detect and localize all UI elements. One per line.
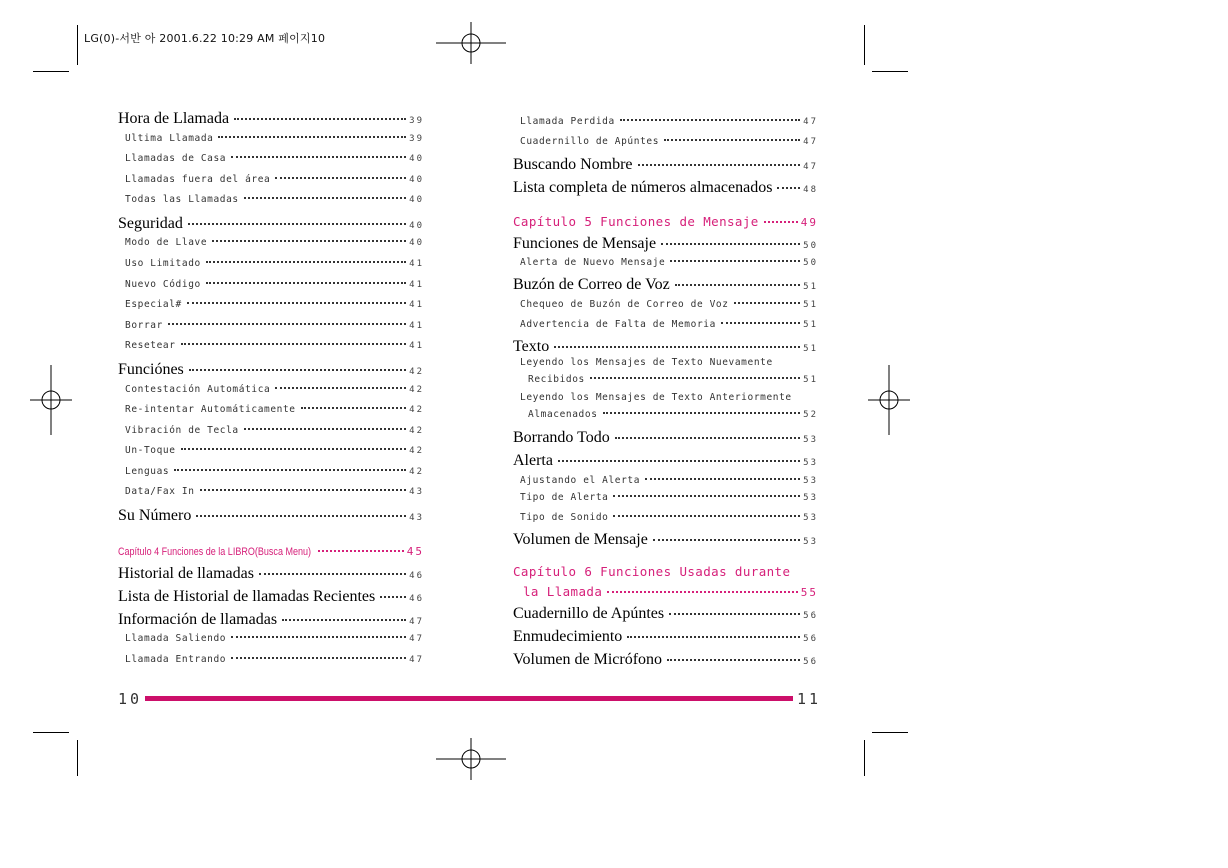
toc-entry — [125, 463, 424, 477]
toc-entry-title: Capítulo 4 Funciones de la LIBRO(Busca Menu) — [118, 546, 312, 558]
toc-entry-page: 53 — [803, 537, 818, 547]
dot-leader — [196, 503, 406, 517]
toc-entry-title: Llamadas fuera del área — [125, 174, 271, 185]
toc-entry-page: 45 — [406, 545, 424, 558]
toc-entry-page: 42 — [409, 467, 424, 477]
toc-entry-page: 51 — [803, 344, 818, 354]
dot-leader — [181, 334, 407, 345]
toc-entry — [520, 296, 818, 310]
crop-mark-bottom-left-h — [33, 732, 69, 733]
toc-entry — [125, 130, 424, 144]
dot-leader — [638, 152, 801, 166]
toc-entry-page: 51 — [803, 282, 818, 292]
toc-entry-page: 43 — [409, 513, 424, 523]
toc-entry — [513, 275, 818, 294]
dot-leader — [380, 584, 406, 598]
toc-entry-title: Capítulo 6 Funciones Usadas durante — [513, 564, 791, 579]
toc-entry — [528, 406, 818, 420]
dot-leader — [275, 168, 406, 179]
dot-leader — [181, 439, 407, 450]
toc-entry-page: 47 — [409, 655, 424, 665]
toc-entry-page: 53 — [803, 458, 818, 468]
toc-entry — [118, 109, 424, 128]
toc-entry-page: 41 — [409, 321, 424, 331]
toc-entry-page: 40 — [409, 221, 424, 231]
crop-mark-top-left-v — [77, 25, 78, 65]
dot-leader — [231, 627, 406, 638]
toc-entry — [125, 276, 424, 290]
toc-entry-page: 41 — [409, 259, 424, 269]
toc-entry — [513, 451, 818, 470]
toc-entry-title: Advertencia de Falta de Memoria — [520, 319, 716, 330]
toc-entry — [125, 381, 424, 395]
toc-entry — [513, 627, 818, 646]
dot-leader — [174, 460, 406, 471]
toc-entry-page: 41 — [409, 300, 424, 310]
toc-entry — [118, 587, 424, 606]
registration-mark-top — [436, 22, 506, 64]
crop-mark-top-right-v — [864, 25, 865, 65]
toc-entry-page: 42 — [409, 446, 424, 456]
toc-entry-title: Cuadernillo de Apúntes — [520, 136, 660, 147]
toc-entry-title: Información de llamadas — [118, 611, 278, 628]
toc-entry-page: 51 — [803, 375, 818, 385]
toc-entry-page: 53 — [803, 435, 818, 445]
toc-entry-page: 46 — [409, 594, 424, 604]
print-slug: LG(0)-서반 아 2001.6.22 10:29 AM 페이지10 — [84, 32, 326, 45]
toc-entry — [528, 371, 818, 385]
dot-leader — [558, 448, 800, 462]
toc-right-column — [513, 0, 818, 690]
dot-leader — [212, 231, 406, 242]
toc-chapter-heading — [513, 212, 818, 229]
toc-entry-page: 47 — [803, 162, 818, 172]
dot-leader — [590, 368, 800, 379]
toc-entry-title: Chequeo de Buzón de Correo de Voz — [520, 299, 729, 310]
toc-entry-title: Lista completa de números almacenados — [513, 179, 773, 196]
toc-entry — [520, 316, 818, 330]
toc-entry-title: Alerta — [513, 452, 553, 469]
dot-leader — [244, 419, 406, 430]
toc-entry-title: Lista de Historial de llamadas Recientes — [118, 588, 376, 605]
toc-entry — [125, 317, 424, 331]
toc-entry — [523, 582, 818, 599]
toc-entry-page: 46 — [409, 571, 424, 581]
crop-mark-bottom-right-v — [864, 740, 865, 776]
toc-entry-title: Lenguas — [125, 466, 170, 477]
toc-entry-page: 40 — [409, 195, 424, 205]
toc-entry-page: 43 — [409, 487, 424, 497]
toc-entry-page: 51 — [803, 320, 818, 330]
toc-entry-page: 53 — [803, 493, 818, 503]
toc-entry-title: Resetear — [125, 340, 176, 351]
toc-entry-title: Cuadernillo de Apúntes — [513, 605, 665, 622]
toc-entry-page: 41 — [409, 280, 424, 290]
dot-leader — [675, 272, 800, 286]
toc-entry-title: Tipo de Sonido — [520, 512, 609, 523]
dot-leader — [187, 293, 406, 304]
toc-entry-title: Ajustando el Alerta — [520, 475, 641, 486]
toc-entry-page: 47 — [803, 137, 818, 147]
toc-entry — [118, 564, 424, 583]
toc-entry-page: 53 — [803, 513, 818, 523]
toc-entry-title: Vibración de Tecla — [125, 425, 239, 436]
toc-entry — [125, 422, 424, 436]
toc-entry-title: Tipo de Alerta — [520, 492, 609, 503]
dot-leader — [661, 231, 800, 245]
registration-mark-bottom — [436, 738, 506, 780]
toc-entry-title-cont: Recibidos — [528, 374, 585, 385]
toc-entry-page: 47 — [409, 617, 424, 627]
toc-entry — [513, 155, 818, 174]
toc-entry-title: Uso Limitado — [125, 258, 201, 269]
toc-entry-title: Funciones de Mensaje — [513, 235, 657, 252]
toc-entry-title: Llamada Perdida — [520, 116, 615, 127]
toc-entry-title: Data/Fax In — [125, 486, 195, 497]
toc-entry — [125, 296, 424, 310]
toc-entry-title: Su Número — [118, 507, 192, 524]
toc-entry-page: 41 — [409, 341, 424, 351]
toc-entry-page: 42 — [409, 426, 424, 436]
toc-entry — [520, 133, 818, 147]
toc-entry-title: Llamada Saliendo — [125, 633, 227, 644]
dot-leader — [777, 175, 800, 189]
toc-entry — [125, 171, 424, 185]
toc-entry-page: 40 — [409, 154, 424, 164]
toc-entry — [118, 360, 424, 379]
toc-entry — [513, 178, 818, 197]
dot-leader — [764, 209, 798, 223]
toc-entry-page: 47 — [409, 634, 424, 644]
toc-entry — [513, 428, 818, 447]
toc-entry-page: 50 — [803, 258, 818, 268]
toc-entry-page: 52 — [803, 410, 818, 420]
toc-entry-page: 53 — [803, 476, 818, 486]
dot-leader — [554, 334, 800, 348]
toc-entry-title: Especial# — [125, 299, 182, 310]
dot-leader — [244, 188, 406, 199]
toc-entry-title: Historial de llamadas — [118, 565, 254, 582]
dot-leader — [275, 378, 406, 389]
registration-mark-right — [868, 365, 910, 435]
toc-entry — [520, 113, 818, 127]
dot-leader — [231, 147, 406, 158]
toc-entry-title: Buzón de Correo de Voz — [513, 276, 670, 293]
toc-entry-title: Llamadas de Casa — [125, 153, 227, 164]
toc-entry-title: Seguridad — [118, 215, 183, 232]
toc-entry-title: Todas las Llamadas — [125, 194, 239, 205]
dot-leader — [613, 506, 800, 517]
dot-leader — [188, 211, 406, 225]
toc-entry-title: Alerta de Nuevo Mensaje — [520, 257, 666, 268]
toc-entry — [513, 530, 818, 549]
toc-entry — [513, 650, 818, 669]
toc-entry-title: Modo de Llave — [125, 237, 208, 248]
page-number-left: 10 — [118, 690, 143, 708]
dot-leader — [607, 579, 797, 593]
dot-leader — [613, 486, 800, 497]
toc-entry — [125, 234, 424, 248]
dot-leader — [667, 647, 800, 661]
toc-entry-page: 42 — [409, 405, 424, 415]
dot-leader — [234, 106, 406, 120]
toc-entry — [125, 630, 424, 644]
dot-leader — [200, 480, 407, 491]
toc-entry-page: 50 — [803, 241, 818, 251]
toc-entry — [125, 255, 424, 269]
toc-entry — [125, 442, 424, 456]
crop-mark-bottom-left-v — [77, 740, 78, 776]
toc-entry-page: 55 — [800, 586, 818, 599]
toc-entry-title: Hora de Llamada — [118, 110, 230, 127]
toc-entry-title: Borrando Todo — [513, 429, 610, 446]
dot-leader — [627, 624, 800, 638]
toc-entry-title: Volumen de Micrófono — [513, 651, 663, 668]
toc-entry-title: Nuevo Código — [125, 279, 201, 290]
dot-leader — [615, 425, 800, 439]
toc-entry-title: Contestación Automática — [125, 384, 271, 395]
toc-entry-title: Volumen de Mensaje — [513, 531, 648, 548]
toc-entry-page: 47 — [803, 117, 818, 127]
toc-entry-page: 39 — [409, 116, 424, 126]
toc-entry-title-cont: Almacenados — [528, 409, 598, 420]
toc-entry-page: 42 — [409, 367, 424, 377]
dot-leader — [664, 130, 800, 141]
toc-entry-title-cont: la Llamada — [523, 584, 603, 599]
toc-entry-title: Leyendo los Mensajes de Texto Anteriormente — [520, 392, 792, 403]
toc-entry-title: Capítulo 5 Funciones de Mensaje — [513, 214, 759, 229]
toc-entry — [520, 509, 818, 523]
toc-entry-title: Enmudecimiento — [513, 628, 623, 645]
toc-entry-page: 42 — [409, 385, 424, 395]
dot-leader — [721, 313, 800, 324]
dot-leader — [259, 561, 406, 575]
toc-entry — [118, 506, 424, 525]
toc-entry — [125, 483, 424, 497]
toc-entry-page: 56 — [803, 634, 818, 644]
toc-entry-title: Texto — [513, 338, 550, 355]
toc-entry — [513, 337, 818, 356]
dot-leader — [282, 607, 406, 621]
dot-leader — [231, 648, 406, 659]
toc-entry-title: Borrar — [125, 320, 163, 331]
registration-mark-left — [30, 365, 72, 435]
toc-entry — [125, 651, 424, 665]
toc-entry-page: 40 — [409, 175, 424, 185]
toc-chapter-heading — [118, 541, 424, 558]
toc-entry — [125, 191, 424, 205]
toc-entry-page: 40 — [409, 238, 424, 248]
dot-leader — [218, 127, 406, 138]
dot-leader — [734, 293, 801, 304]
page-number-right: 11 — [797, 690, 822, 708]
dot-leader — [318, 538, 403, 552]
toc-entry — [520, 472, 818, 486]
toc-entry-title: Un-Toque — [125, 445, 176, 456]
toc-entry-page: 39 — [409, 134, 424, 144]
dot-leader — [669, 601, 800, 615]
toc-entry — [125, 150, 424, 164]
dot-leader — [206, 252, 406, 263]
toc-entry-page: 49 — [800, 216, 818, 229]
toc-entry — [520, 254, 818, 268]
dot-leader — [670, 251, 800, 262]
dot-leader — [653, 527, 800, 541]
toc-entry-title: Buscando Nombre — [513, 156, 633, 173]
toc-entry-page: 51 — [803, 300, 818, 310]
toc-entry-title: Leyendo los Mensajes de Texto Nuevamente — [520, 357, 773, 368]
crop-mark-top-right-h — [872, 71, 908, 72]
dot-leader — [206, 273, 406, 284]
crop-mark-top-left-h — [33, 71, 69, 72]
toc-entry-title: Llamada Entrando — [125, 654, 227, 665]
dot-leader — [168, 314, 406, 325]
dot-leader — [301, 398, 407, 409]
dot-leader — [620, 110, 800, 121]
dot-leader — [645, 469, 800, 480]
toc-entry-title: Ultima Llamada — [125, 133, 214, 144]
dot-leader — [603, 403, 801, 414]
toc-entry — [520, 489, 818, 503]
toc-entry-page: 48 — [803, 185, 818, 195]
toc-entry-title: Re-intentar Automáticamente — [125, 404, 296, 415]
toc-entry-page: 56 — [803, 657, 818, 667]
toc-entry-page: 56 — [803, 611, 818, 621]
toc-entry — [513, 604, 818, 623]
toc-left-column — [118, 0, 424, 690]
footer-rule — [145, 696, 793, 701]
dot-leader — [189, 357, 406, 371]
toc-entry — [125, 401, 424, 415]
toc-entry — [125, 337, 424, 351]
crop-mark-bottom-right-h — [872, 732, 908, 733]
toc-entry-title: Funciónes — [118, 361, 184, 378]
